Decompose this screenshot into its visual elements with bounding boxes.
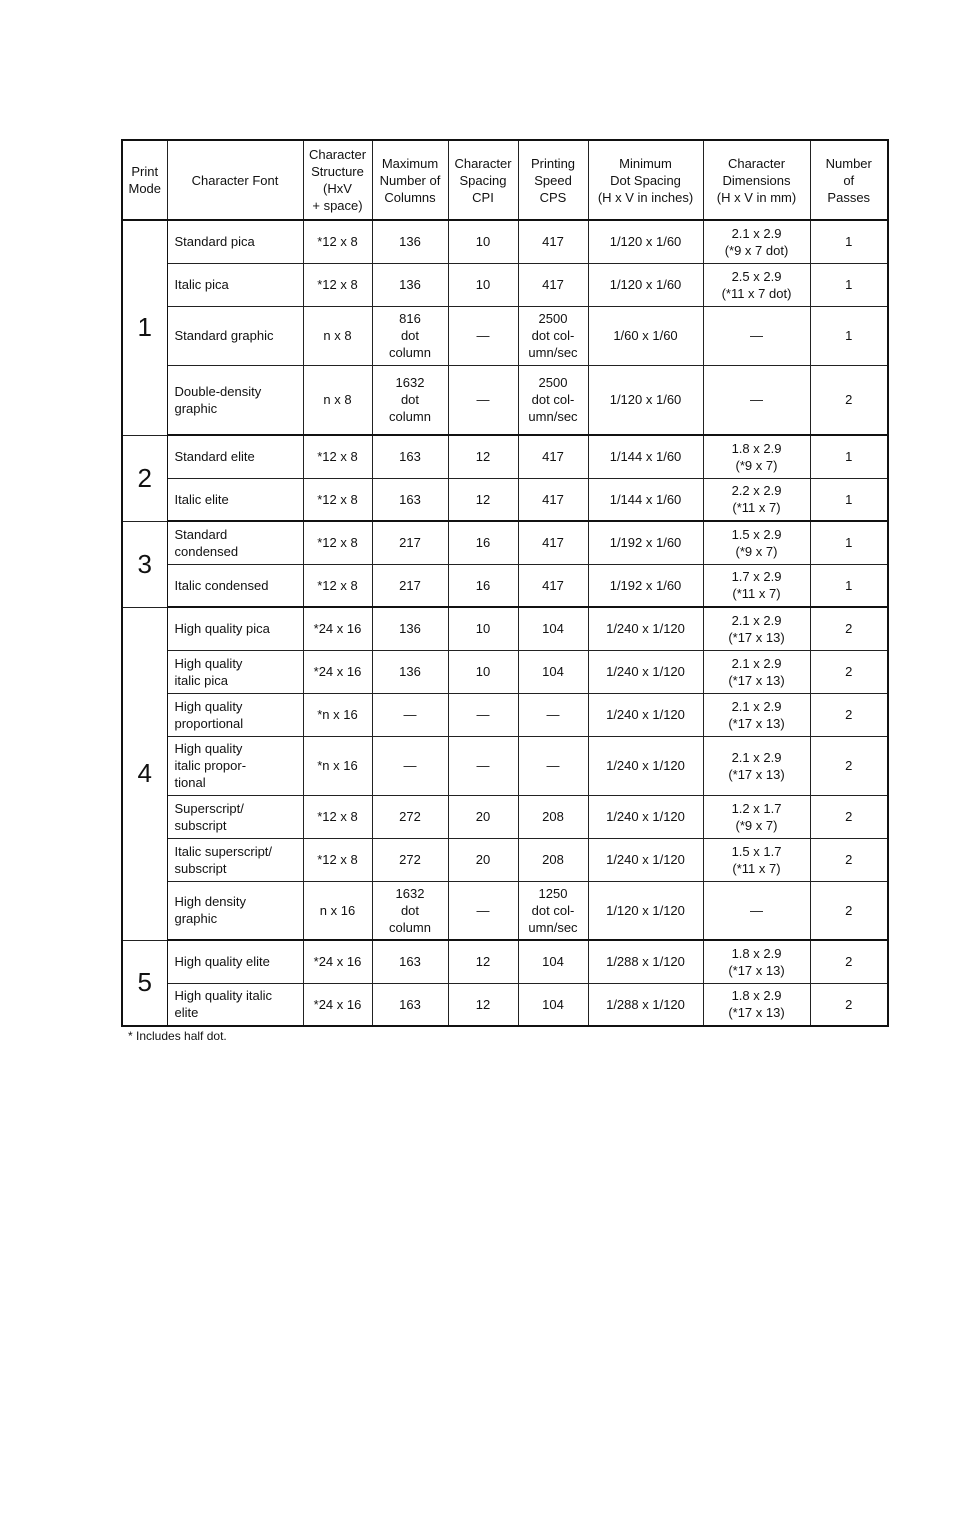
cell-passes: 2	[810, 693, 888, 736]
cell-cpi: 16	[448, 564, 518, 607]
print-mode-table	[121, 139, 889, 1027]
table-row	[122, 521, 888, 564]
cell-character-structure: *n x 16	[303, 736, 372, 795]
cell-dot-spacing: 1/120 x 1/60	[588, 263, 703, 306]
table-row	[122, 365, 888, 435]
cell-character-font: High quality italic propor- tional	[167, 736, 303, 795]
cell-max-columns: 272	[372, 838, 448, 881]
cell-cps: 104	[518, 983, 588, 1026]
cell-character-font: High quality italic pica	[167, 650, 303, 693]
cell-passes: 2	[810, 365, 888, 435]
print-mode-number: 2	[122, 435, 167, 521]
cell-dimensions: 2.2 x 2.9 (*11 x 7)	[703, 478, 810, 521]
cell-character-font: High quality elite	[167, 940, 303, 983]
cell-character-structure: *12 x 8	[303, 564, 372, 607]
cell-cps: 417	[518, 263, 588, 306]
table-row	[122, 435, 888, 478]
cell-character-font: Italic pica	[167, 263, 303, 306]
cell-cpi: 20	[448, 838, 518, 881]
cell-max-columns: 163	[372, 983, 448, 1026]
cell-cps: 417	[518, 564, 588, 607]
cell-cpi: —	[448, 306, 518, 365]
cell-dot-spacing: 1/192 x 1/60	[588, 564, 703, 607]
table-row	[122, 650, 888, 693]
table-row	[122, 736, 888, 795]
cell-max-columns: 1632 dot column	[372, 365, 448, 435]
cell-max-columns: 1632 dot column	[372, 881, 448, 940]
cell-cpi: 10	[448, 263, 518, 306]
cell-max-columns: 217	[372, 521, 448, 564]
cell-max-columns: 816 dot column	[372, 306, 448, 365]
cell-max-columns: 163	[372, 940, 448, 983]
cell-passes: 1	[810, 306, 888, 365]
cell-character-structure: *12 x 8	[303, 795, 372, 838]
cell-character-structure: *24 x 16	[303, 983, 372, 1026]
cell-cps: 208	[518, 838, 588, 881]
cell-dimensions: 1.8 x 2.9 (*9 x 7)	[703, 435, 810, 478]
cell-dot-spacing: 1/240 x 1/120	[588, 736, 703, 795]
cell-dot-spacing: 1/240 x 1/120	[588, 607, 703, 650]
header-character-structure: Character Structure (HxV + space)	[303, 140, 372, 220]
cell-character-font: Italic condensed	[167, 564, 303, 607]
header-min-dot-spacing: Minimum Dot Spacing (H x V in inches)	[588, 140, 703, 220]
cell-max-columns: —	[372, 736, 448, 795]
cell-character-structure: *12 x 8	[303, 478, 372, 521]
cell-cpi: —	[448, 881, 518, 940]
cell-cpi: 20	[448, 795, 518, 838]
cell-cpi: 10	[448, 650, 518, 693]
cell-passes: 1	[810, 220, 888, 263]
cell-character-structure: *12 x 8	[303, 521, 372, 564]
cell-dot-spacing: 1/120 x 1/120	[588, 881, 703, 940]
cell-passes: 1	[810, 435, 888, 478]
cell-dot-spacing: 1/240 x 1/120	[588, 693, 703, 736]
cell-max-columns: 136	[372, 220, 448, 263]
print-mode-number: 1	[122, 220, 167, 435]
table-row	[122, 478, 888, 521]
cell-dot-spacing: 1/288 x 1/120	[588, 940, 703, 983]
table-row	[122, 881, 888, 940]
cell-cps: —	[518, 736, 588, 795]
cell-character-font: High quality italic elite	[167, 983, 303, 1026]
header-row	[122, 140, 888, 220]
cell-character-font: Standard pica	[167, 220, 303, 263]
table-row	[122, 263, 888, 306]
print-mode-number: 3	[122, 521, 167, 607]
cell-character-structure: *12 x 8	[303, 435, 372, 478]
table-row	[122, 564, 888, 607]
cell-dot-spacing: 1/240 x 1/120	[588, 795, 703, 838]
cell-max-columns: 136	[372, 263, 448, 306]
cell-character-font: Double-density graphic	[167, 365, 303, 435]
cell-character-structure: n x 8	[303, 306, 372, 365]
cell-dimensions: —	[703, 365, 810, 435]
table-row	[122, 220, 888, 263]
cell-dot-spacing: 1/288 x 1/120	[588, 983, 703, 1026]
cell-character-structure: *24 x 16	[303, 607, 372, 650]
cell-character-structure: *12 x 8	[303, 838, 372, 881]
cell-dimensions: 2.1 x 2.9 (*17 x 13)	[703, 693, 810, 736]
header-passes: Number of Passes	[810, 140, 888, 220]
cell-dimensions: 2.1 x 2.9 (*17 x 13)	[703, 736, 810, 795]
header-character-dimensions: Character Dimensions (H x V in mm)	[703, 140, 810, 220]
cell-character-font: Superscript/ subscript	[167, 795, 303, 838]
cell-cpi: 12	[448, 983, 518, 1026]
cell-cps: 417	[518, 435, 588, 478]
cell-character-structure: *24 x 16	[303, 650, 372, 693]
cell-passes: 2	[810, 607, 888, 650]
cell-cps: 417	[518, 478, 588, 521]
cell-max-columns: 163	[372, 478, 448, 521]
header-character-font: Character Font	[167, 140, 303, 220]
cell-character-structure: *n x 16	[303, 693, 372, 736]
cell-passes: 2	[810, 838, 888, 881]
cell-cpi: 12	[448, 435, 518, 478]
table-row	[122, 306, 888, 365]
cell-max-columns: 272	[372, 795, 448, 838]
cell-passes: 1	[810, 263, 888, 306]
cell-dot-spacing: 1/144 x 1/60	[588, 478, 703, 521]
cell-max-columns: 163	[372, 435, 448, 478]
cell-cps: 417	[518, 521, 588, 564]
cell-cpi: —	[448, 365, 518, 435]
table-row	[122, 940, 888, 983]
cell-dot-spacing: 1/192 x 1/60	[588, 521, 703, 564]
table-row	[122, 838, 888, 881]
cell-passes: 2	[810, 795, 888, 838]
cell-dot-spacing: 1/120 x 1/60	[588, 220, 703, 263]
cell-character-font: Standard elite	[167, 435, 303, 478]
table-body	[122, 220, 888, 1026]
table-row	[122, 983, 888, 1026]
cell-cps: 1250 dot col- umn/sec	[518, 881, 588, 940]
cell-character-font: Italic elite	[167, 478, 303, 521]
cell-character-font: Standard graphic	[167, 306, 303, 365]
cell-character-font: High quality proportional	[167, 693, 303, 736]
cell-dimensions: 1.8 x 2.9 (*17 x 13)	[703, 983, 810, 1026]
cell-max-columns: 217	[372, 564, 448, 607]
cell-dimensions: 1.2 x 1.7 (*9 x 7)	[703, 795, 810, 838]
cell-cps: 417	[518, 220, 588, 263]
cell-dot-spacing: 1/120 x 1/60	[588, 365, 703, 435]
table-row	[122, 693, 888, 736]
cell-dot-spacing: 1/240 x 1/120	[588, 838, 703, 881]
cell-cpi: 12	[448, 478, 518, 521]
cell-character-structure: n x 8	[303, 365, 372, 435]
cell-character-structure: *24 x 16	[303, 940, 372, 983]
cell-cps: 104	[518, 607, 588, 650]
cell-dimensions: 1.5 x 1.7 (*11 x 7)	[703, 838, 810, 881]
cell-cps: 2500 dot col- umn/sec	[518, 365, 588, 435]
cell-character-font: High quality pica	[167, 607, 303, 650]
cell-dot-spacing: 1/240 x 1/120	[588, 650, 703, 693]
cell-passes: 1	[810, 564, 888, 607]
header-max-columns: Maximum Number of Columns	[372, 140, 448, 220]
cell-character-structure: n x 16	[303, 881, 372, 940]
footnote: * Includes half dot.	[128, 1029, 227, 1043]
cell-dimensions: 2.1 x 2.9 (*17 x 13)	[703, 607, 810, 650]
cell-cpi: 10	[448, 220, 518, 263]
cell-max-columns: —	[372, 693, 448, 736]
cell-character-structure: *12 x 8	[303, 263, 372, 306]
cell-max-columns: 136	[372, 607, 448, 650]
cell-cps: 2500 dot col- umn/sec	[518, 306, 588, 365]
cell-dimensions: 1.5 x 2.9 (*9 x 7)	[703, 521, 810, 564]
cell-passes: 1	[810, 478, 888, 521]
cell-cps: 104	[518, 940, 588, 983]
cell-cps: 104	[518, 650, 588, 693]
cell-dimensions: —	[703, 306, 810, 365]
cell-passes: 2	[810, 940, 888, 983]
cell-cpi: 10	[448, 607, 518, 650]
cell-cpi: 16	[448, 521, 518, 564]
header-character-spacing: Character Spacing CPI	[448, 140, 518, 220]
cell-passes: 2	[810, 736, 888, 795]
cell-passes: 2	[810, 983, 888, 1026]
cell-character-font: Standard condensed	[167, 521, 303, 564]
cell-cpi: 12	[448, 940, 518, 983]
cell-passes: 2	[810, 881, 888, 940]
cell-passes: 1	[810, 521, 888, 564]
cell-dimensions: 2.5 x 2.9 (*11 x 7 dot)	[703, 263, 810, 306]
cell-max-columns: 136	[372, 650, 448, 693]
cell-dot-spacing: 1/60 x 1/60	[588, 306, 703, 365]
cell-dimensions: 2.1 x 2.9 (*9 x 7 dot)	[703, 220, 810, 263]
table-row	[122, 607, 888, 650]
table-row	[122, 795, 888, 838]
print-mode-number: 5	[122, 940, 167, 1026]
cell-dot-spacing: 1/144 x 1/60	[588, 435, 703, 478]
cell-character-font: High density graphic	[167, 881, 303, 940]
print-mode-number: 4	[122, 607, 167, 940]
cell-cpi: —	[448, 693, 518, 736]
cell-dimensions: 1.8 x 2.9 (*17 x 13)	[703, 940, 810, 983]
cell-dimensions: 1.7 x 2.9 (*11 x 7)	[703, 564, 810, 607]
cell-cpi: —	[448, 736, 518, 795]
cell-character-structure: *12 x 8	[303, 220, 372, 263]
cell-character-font: Italic superscript/ subscript	[167, 838, 303, 881]
header-print-mode: Print Mode	[122, 140, 167, 220]
cell-cps: 208	[518, 795, 588, 838]
cell-dimensions: —	[703, 881, 810, 940]
cell-passes: 2	[810, 650, 888, 693]
cell-dimensions: 2.1 x 2.9 (*17 x 13)	[703, 650, 810, 693]
header-printing-speed: Printing Speed CPS	[518, 140, 588, 220]
cell-cps: —	[518, 693, 588, 736]
